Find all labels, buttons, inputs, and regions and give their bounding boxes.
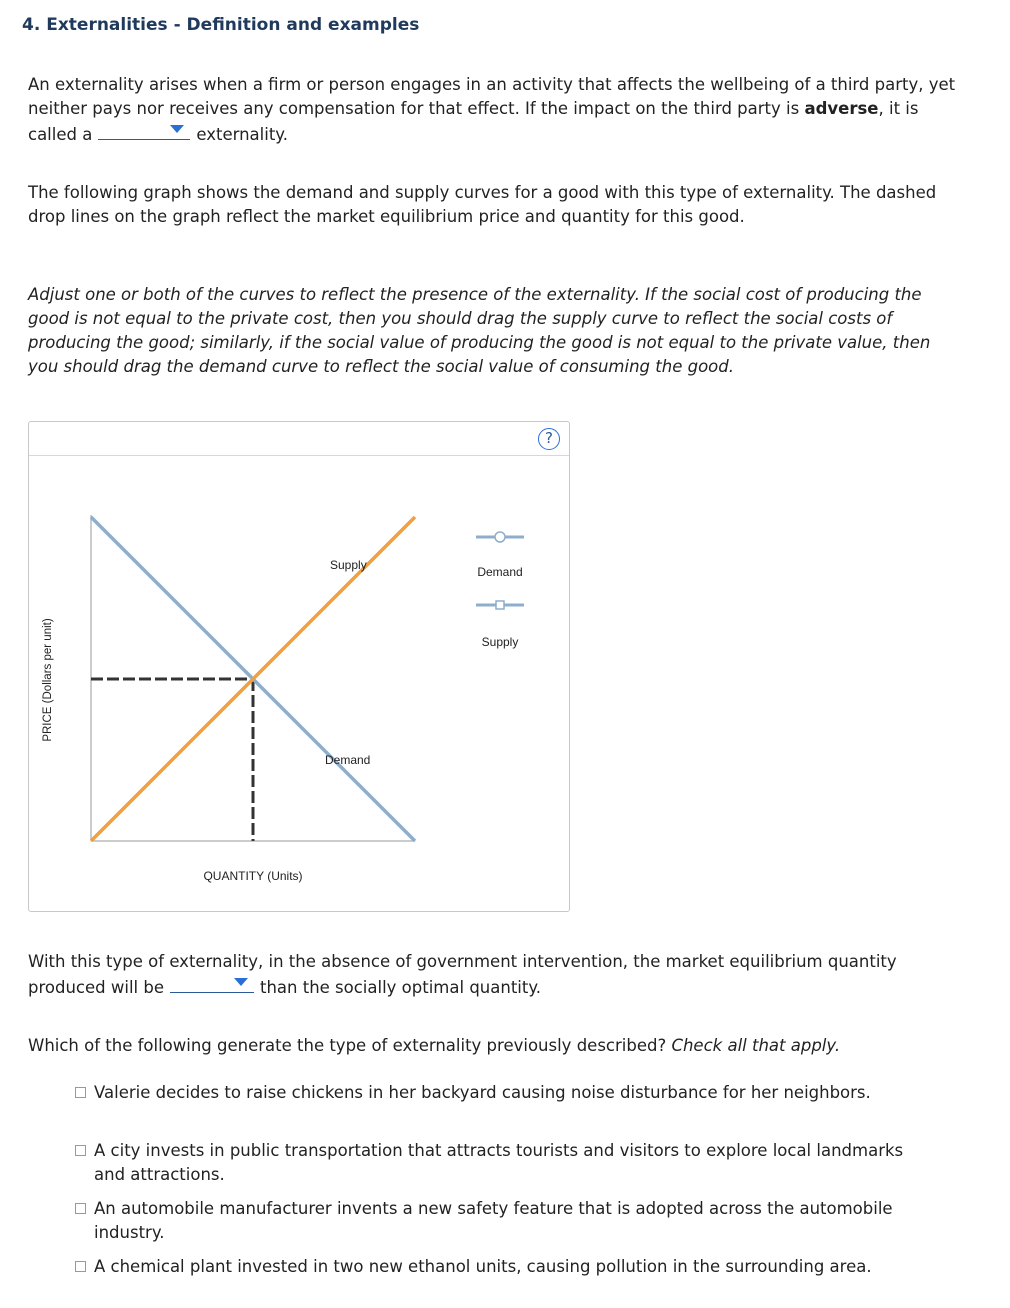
q3-prompt-italic: Check all that apply. — [671, 1036, 841, 1055]
q2-paragraph — [28, 950, 958, 1000]
option-checkbox[interactable] — [75, 1087, 86, 1098]
option-label: A city invests in public transportation that attracts tourists and visitors to explore local landmarks and attractions. — [94, 1141, 904, 1184]
graph-intro-paragraph: The following graph shows the demand and supply curves for a good with this type of externality. The dashed drop lines on the graph reflect the market equilibrium price and quantity for this good. — [28, 183, 937, 226]
supply-curve-label: Supply — [330, 558, 367, 572]
legend-supply-square-icon — [496, 601, 504, 609]
q2-text-1: With this type of externality, in the absence of government intervention, the market equilibrium quantity produced will be — [28, 952, 897, 997]
legend-demand-tool[interactable] — [476, 532, 524, 579]
graph-panel — [28, 421, 570, 912]
intro-text-1: An externality arises when a firm or person engages in an activity that affects the wellbeing of a third party, yet neither pays nor receives any compensation for that effect. If the impact on the third party is — [28, 75, 956, 118]
legend-demand-circle-icon — [495, 532, 505, 542]
legend-supply-label: Supply — [481, 635, 519, 649]
option-checkbox[interactable] — [75, 1203, 86, 1214]
intro-paragraph — [28, 73, 958, 147]
legend-demand-label: Demand — [477, 565, 523, 579]
externality-type-dropdown[interactable] — [98, 121, 190, 140]
x-axis-label: QUANTITY (Units) — [203, 869, 303, 883]
q2-text-2: than the socially optimal quantity. — [259, 978, 541, 997]
y-axis-label: PRICE (Dollars per unit) — [42, 618, 54, 742]
dropdown-arrow-icon — [234, 978, 248, 986]
intro-text-3: externality. — [196, 125, 288, 144]
dropdown-arrow-icon — [170, 125, 184, 133]
option-checkbox[interactable] — [75, 1145, 86, 1156]
q3-prompt-text: Which of the following generate the type of externality previously described? — [28, 1036, 672, 1055]
option-label: Valerie decides to raise chickens in her backyard causing noise disturbance for her neighbors. — [94, 1083, 871, 1102]
q3-prompt — [28, 1034, 958, 1058]
intro-bold-word: adverse — [804, 99, 879, 118]
intro-text-2: , it is called a — [28, 99, 919, 144]
instructions-paragraph: Adjust one or both of the curves to reflect the presence of the externality. If the social cost of producing the good is not equal to the private cost, then you should drag the supply curve to reflect the social costs of producing the good; similarly, if the social value of producing the good is not equal to the private value, then you should drag the demand curve to reflect the social value of consuming the good. — [28, 285, 931, 376]
supply-demand-graph — [29, 422, 569, 911]
quantity-comparison-dropdown[interactable] — [170, 974, 254, 993]
help-icon[interactable]: ? — [538, 428, 560, 450]
legend-supply-tool[interactable] — [476, 601, 524, 649]
option-label: A chemical plant invested in two new ethanol units, causing pollution in the surrounding area. — [94, 1257, 872, 1276]
demand-curve-label: Demand — [325, 753, 371, 767]
option-checkbox[interactable] — [75, 1261, 86, 1272]
option-label: An automobile manufacturer invents a new safety feature that is adopted across the automobile industry. — [94, 1199, 893, 1242]
page-title: 4. Externalities - Definition and examples — [22, 15, 420, 35]
